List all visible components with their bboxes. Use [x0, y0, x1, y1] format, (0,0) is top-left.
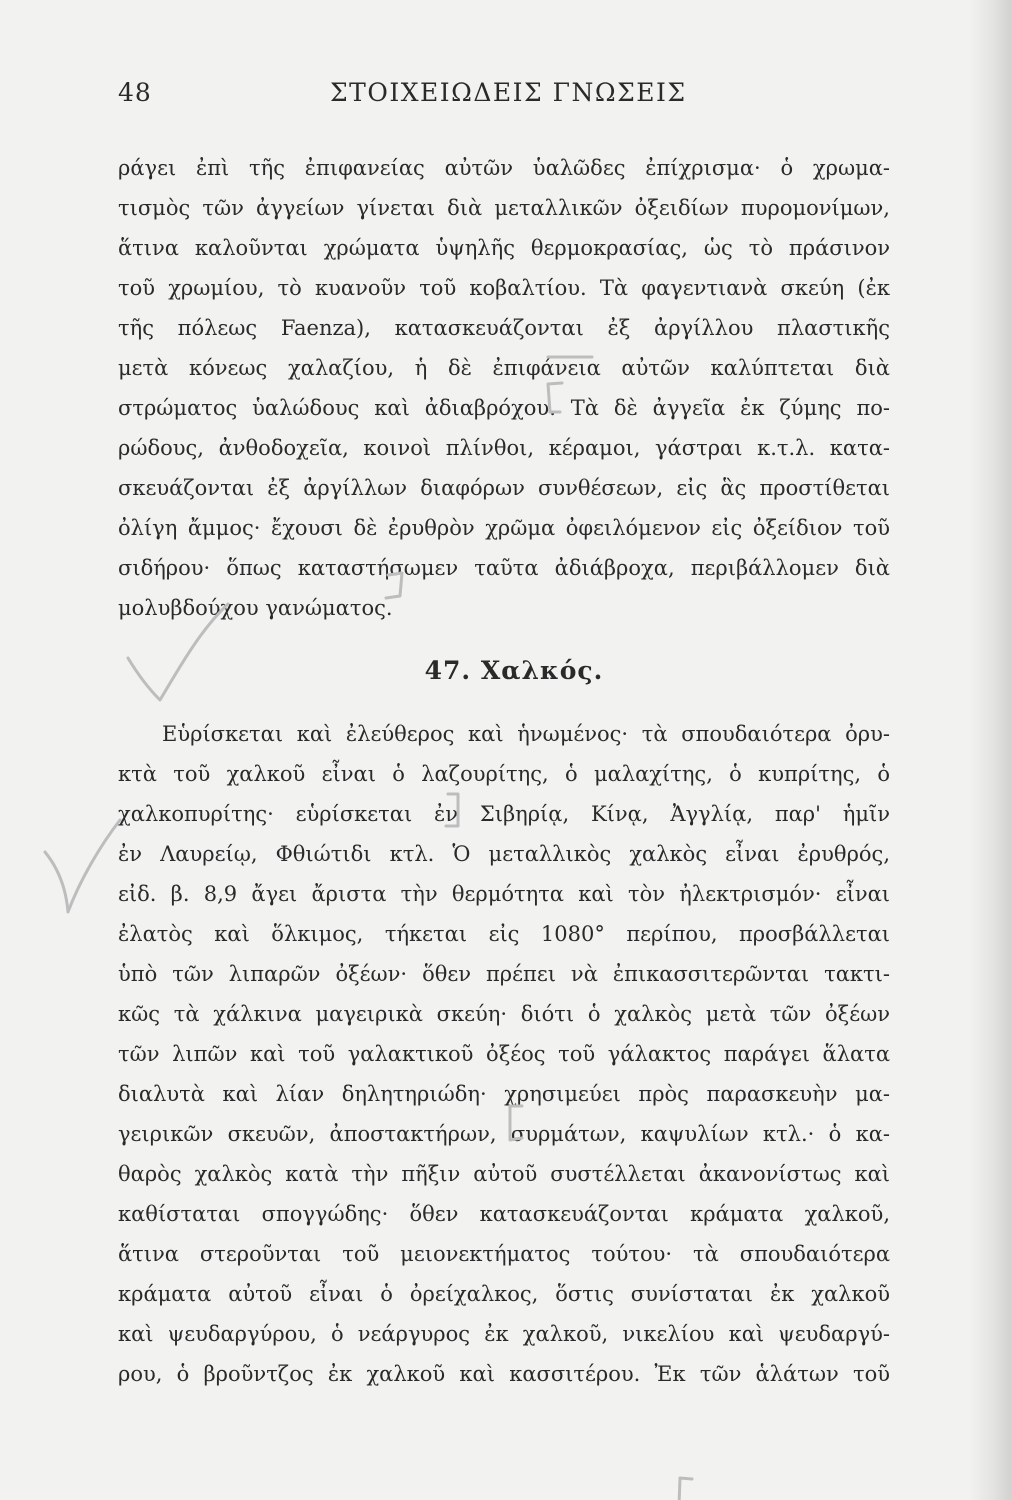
- text-line: τῶν λιπῶν καὶ τοῦ γαλακτικοῦ ὀξέος τοῦ γάλακτος παράγει ἅλατα: [118, 1042, 890, 1066]
- text-line: χαλκοπυρίτης· εὑρίσκεται ἐν Σιβηρίᾳ, Κίνᾳ, Ἀγγλίᾳ, παρ' ἡμῖν: [118, 802, 890, 826]
- text-line: καὶ ψευδαργύρου, ὁ νεάργυρος ἐκ χαλκοῦ, νικελίου καὶ ψευδαργύ-: [118, 1322, 890, 1346]
- text-line: μολυβδούχου γανώματος.: [118, 596, 393, 620]
- text-line: στρώματος ὑαλώδους καὶ ἀδιαβρόχου. Τὰ δὲ ἀγγεῖα ἐκ ζύμης πο-: [118, 396, 890, 420]
- text-line: εἰδ. β. 8,9 ἄγει ἄριστα τὴν θερμότητα καὶ τὸν ἠλεκτρισμόν· εἶναι: [118, 882, 890, 906]
- page-number: 48: [118, 78, 152, 107]
- section-heading: 47. Χαλκός.: [424, 656, 604, 685]
- text-line: καθίσταται σπογγώδης· ὅθεν κατασκευάζονται κράματα χαλκοῦ,: [118, 1202, 890, 1226]
- text-line: κῶς τὰ χάλκινα μαγειρικὰ σκεύη· διότι ὁ χαλκὸς μετὰ τῶν ὀξέων: [118, 1002, 890, 1026]
- text-line: ἅτινα καλοῦνται χρώματα ὑψηλῆς θερμοκρασίας, ὡς τὸ πράσινον: [118, 236, 890, 260]
- text-line: μετὰ κόνεως χαλαζίου, ἡ δὲ ἐπιφάνεια αὐτῶν καλύπτεται διὰ: [118, 356, 890, 380]
- text-line: ἐν Λαυρείῳ, Φθιώτιδι κτλ. Ὁ μεταλλικὸς χαλκὸς εἶναι ἐρυθρός,: [118, 842, 890, 866]
- text-line: τῆς πόλεως Faenza), κατασκευάζονται ἐξ ἀργίλλου πλαστικῆς: [118, 316, 890, 340]
- text-line: ὀλίγη ἄμμος· ἔχουσι δὲ ἐρυθρὸν χρῶμα ὀφειλόμενον εἰς ὀξείδιον τοῦ: [118, 516, 890, 540]
- text-line: κτὰ τοῦ χαλκοῦ εἶναι ὁ λαζουρίτης, ὁ μαλαχίτης, ὁ κυπρίτης, ὁ: [118, 762, 890, 786]
- pencil-checkmark-icon: [45, 820, 120, 912]
- text-line: τισμὸς τῶν ἀγγείων γίνεται διὰ μεταλλικῶν ὀξειδίων πυρομονίμων,: [118, 196, 890, 220]
- text-line: θαρὸς χαλκὸς κατὰ τὴν πῆξιν αὐτοῦ συστέλλεται ἀκανονίστως καὶ: [118, 1162, 890, 1186]
- text-line: ἐλατὸς καὶ ὅλκιμος, τήκεται εἰς 1080° περίπου, προσβάλλεται: [118, 922, 890, 946]
- text-line: ρου, ὁ βροῦντζος ἐκ χαλκοῦ καὶ κασσιτέρου. Ἐκ τῶν ἁλάτων τοῦ: [118, 1362, 890, 1386]
- text-line: ρώδους, ἀνθοδοχεῖα, κοινοὶ πλίνθοι, κέραμοι, γάστραι κ.τ.λ. κατα-: [118, 436, 890, 460]
- text-line: γειρικῶν σκευῶν, ἀποστακτήρων, συρμάτων, καψυλίων κτλ.· ὁ κα-: [118, 1122, 890, 1146]
- text-line: διαλυτὰ καὶ λίαν δηλητηριώδη· χρησιμεύει πρὸς παρασκευὴν μα-: [118, 1082, 890, 1106]
- text-line: ράγει ἐπὶ τῆς ἐπιφανείας αὐτῶν ὑαλῶδες ἐπίχρισμα· ὁ χρωμα-: [118, 156, 890, 180]
- text-line: σκευάζονται ἐξ ἀργίλλων διαφόρων συνθέσεων, εἰς ἃς προστίθεται: [118, 476, 890, 500]
- text-line: σιδήρου· ὅπως καταστήσωμεν ταῦτα ἀδιάβροχα, περιβάλλομεν διὰ: [118, 556, 890, 580]
- running-title: ΣΤΟΙΧΕΙΩΔΕΙΣ ΓΝΩΣΕΙΣ: [330, 78, 687, 107]
- text-line: τοῦ χρωμίου, τὸ κυανοῦν τοῦ κοβαλτίου. Τὰ φαγεντιανὰ σκεύη (ἐκ: [118, 276, 890, 300]
- body-text: [118, 148, 890, 1394]
- pencil-bracket-icon: [679, 1478, 692, 1500]
- text-line: Εὑρίσκεται καὶ ἐλεύθερος καὶ ἡνωμένος· τὰ σπουδαιότερα ὀρυ-: [162, 722, 890, 746]
- page-edge-shadow: [969, 0, 1011, 1500]
- text-line: κράματα αὐτοῦ εἶναι ὁ ὀρείχαλκος, ὅστις συνίσταται ἐκ χαλκοῦ: [118, 1282, 890, 1306]
- text-line: ἅτινα στεροῦνται τοῦ μειονεκτήματος τούτου· τὰ σπουδαιότερα: [118, 1242, 890, 1266]
- text-line: ὑπὸ τῶν λιπαρῶν ὀξέων· ὅθεν πρέπει νὰ ἐπικασσιτερῶνται τακτι-: [118, 962, 890, 986]
